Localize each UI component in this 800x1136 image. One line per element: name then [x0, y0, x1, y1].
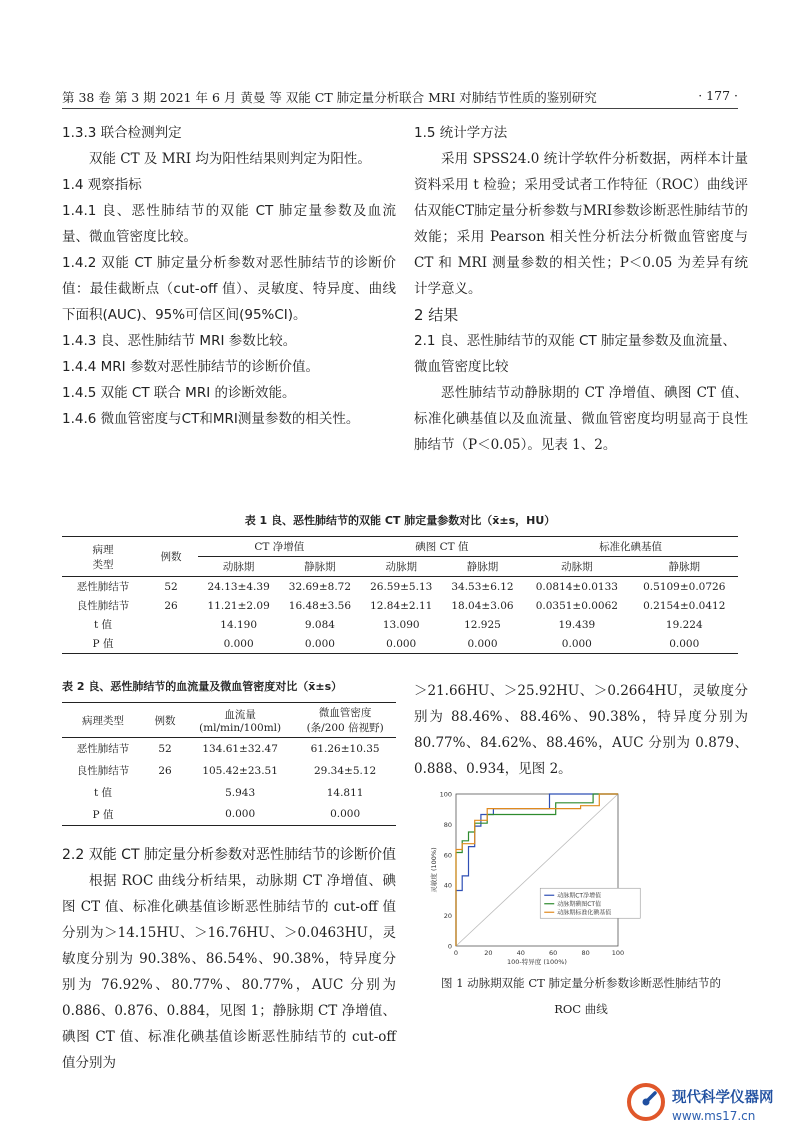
roc-chart — [414, 784, 748, 968]
table-cell: t 值 — [93, 787, 113, 799]
watermark-brand: 现代科学仪器网 — [672, 1090, 774, 1106]
table-cell: 良性肺结节 — [76, 765, 130, 777]
item-1-4-3: 1.4.3 良、恶性肺结节 MRI 参数比较。 — [62, 333, 297, 349]
figure-1-caption — [414, 970, 748, 1022]
table-2-title: 表 2 良、恶性肺结节的血流量及微血管密度对比（x̄±s） — [62, 680, 343, 693]
item-1-4-4: 1.4.4 MRI 参数对恶性肺结节的诊断价值。 — [62, 359, 319, 375]
x-tick-label: 60 — [549, 949, 558, 957]
figure-1 — [414, 784, 748, 1022]
y-tick-label: 40 — [443, 881, 452, 890]
item-1-4-1: 1.4.1 良、恶性肺结节的双能 CT 肺定量参数及血流量、微血管密度比较。 — [62, 203, 396, 245]
table-cell: 0.000 — [279, 634, 360, 654]
table-1-sub: 动脉期 — [198, 557, 279, 577]
watermark-url: www.ms17.cn — [672, 1109, 756, 1123]
right-column-bottom — [414, 678, 748, 782]
table-cell: 61.26±10.35 — [310, 742, 380, 755]
table-cell: t 值 — [93, 619, 113, 631]
reference-line — [456, 794, 618, 946]
table-1 — [62, 512, 738, 654]
table-1-sub: 静脉期 — [279, 557, 360, 577]
figure-1-caption-line-2: ROC 曲线 — [554, 1002, 608, 1016]
table-row — [62, 596, 738, 615]
legend-label: 动脉期CT净增值 — [557, 892, 602, 900]
y-tick-label: 100 — [439, 790, 452, 799]
table-cell: 0.000 — [198, 634, 279, 654]
table-cell: 14.190 — [220, 618, 258, 631]
table-1-sub: 静脉期 — [631, 557, 738, 577]
table-cell — [144, 634, 198, 654]
table-cell: 0.0814±0.0133 — [535, 580, 618, 593]
table-1-header-n: 例数 — [144, 537, 198, 577]
legend-label: 动脉期碘图CT值 — [557, 901, 602, 909]
table-row — [62, 634, 738, 654]
y-tick-label: 0 — [447, 942, 452, 951]
table-cell: 良性肺结节 — [76, 600, 130, 612]
table-cell: 0.2154±0.0412 — [643, 599, 726, 612]
legend-label: 动脉期标准化碘基值 — [557, 909, 612, 917]
x-tick-label: 0 — [453, 949, 459, 957]
page-number: · 177 · — [698, 88, 738, 103]
table-1-grid — [62, 536, 738, 654]
section-2-1-text: 恶性肺结节动静脉期的 CT 净增值、碘图 CT 值、标准化碘基值以及血流量、微血管密度均明显高于良性肺结节（P＜0.05）。见表 1、2。 — [414, 385, 748, 453]
figure-1-caption-line-1: 图 1 动脉期双能 CT 肺定量分析参数诊断恶性肺结节的 — [441, 976, 721, 990]
table-cell: 0.000 — [523, 634, 630, 654]
table-cell: 0.5109±0.0726 — [643, 580, 726, 593]
table-1-sub: 动脉期 — [361, 557, 442, 577]
section-2-2-text: 根据 ROC 曲线分析结果，动脉期 CT 净增值、碘图 CT 值、标准化碘基值诊断恶性肺结节的 cut-off 值分别为＞14.15HU、＞16.76HU、＞0.0463HU，灵敏度分别为 90.38%、86.54%、90.38%，特异度分别为 76.92%、80.77%、80.77%，AUC 分别为 0.886、0.876、0.884，见图 1；静脉期 CT 净增值、碘图 CT 值、标准化碘基值诊断恶性肺结节的 cut-off 值分别为 — [62, 873, 396, 1071]
table-cell: 105.42±23.51 — [202, 764, 278, 777]
table-cell: 0.0351±0.0062 — [535, 599, 618, 612]
table-cell: 0.000 — [186, 804, 294, 826]
section-2-1-heading: 2.1 良、恶性肺结节的双能 CT 肺定量参数及血流量、微血管密度比较 — [414, 333, 737, 375]
y-tick-label: 60 — [443, 851, 452, 860]
y-tick-label: 20 — [443, 912, 452, 921]
x-axis-label: 100-特异度 (100%) — [507, 958, 567, 966]
section-2-2-heading: 2.2 双能 CT 肺定量分析参数对恶性肺结节的诊断价值 — [62, 847, 396, 863]
y-tick-label: 80 — [443, 820, 452, 829]
table-cell: 5.943 — [225, 786, 256, 799]
table-cell — [144, 615, 198, 634]
table-cell: 0.000 — [294, 804, 396, 826]
table-cell: 14.811 — [326, 786, 364, 799]
table-cell: 0.000 — [361, 634, 442, 654]
table-row — [62, 804, 396, 826]
table-2-header: 微血管密度 (条/200 倍视野) — [294, 703, 396, 738]
left-column-bottom — [62, 842, 396, 1076]
table-1-sub: 动脉期 — [523, 557, 630, 577]
table-2-header: 例数 — [144, 703, 186, 738]
x-tick-label: 40 — [516, 949, 525, 957]
table-cell: 恶性肺结节 — [76, 581, 130, 593]
table-cell: 11.21±2.09 — [207, 599, 270, 612]
table-cell: 16.48±3.56 — [288, 599, 352, 612]
table-cell: 12.925 — [464, 618, 501, 631]
item-1-4-2: 1.4.2 双能 CT 肺定量分析参数对恶性肺结节的诊断价值：最佳截断点（cut-off 值）、灵敏度、特异度、曲线下面积(AUC)、95%可信区间(95%CI)。 — [62, 255, 396, 323]
table-cell: 52 — [158, 742, 172, 755]
table-cell: 恶性肺结节 — [76, 743, 130, 756]
table-2-header: 病理类型 — [62, 703, 144, 738]
table-cell: 0.000 — [631, 634, 738, 654]
table-cell: 26 — [158, 764, 172, 777]
table-row — [62, 615, 738, 634]
item-1-4-6: 1.4.6 微血管密度与CT和MRI测量参数的相关性。 — [62, 411, 360, 427]
table-cell — [144, 782, 186, 804]
table-1-group-iodine-ct: 碘图 CT 值 — [361, 537, 524, 557]
left-column-top — [62, 120, 396, 432]
table-cell: 32.69±8.72 — [288, 580, 352, 593]
right-column-top — [414, 120, 748, 458]
table-row — [62, 738, 396, 760]
table-1-group-nic: 标准化碘基值 — [523, 537, 738, 557]
y-axis-label: 灵敏度 (100%) — [430, 847, 438, 893]
table-cell: 0.000 — [442, 634, 523, 654]
table-cell — [144, 804, 186, 826]
table-cell: 29.34±5.12 — [313, 764, 377, 777]
table-cell: P 值 — [62, 634, 144, 654]
table-cell: 52 — [164, 580, 178, 593]
table-row — [62, 577, 738, 597]
site-watermark — [620, 1076, 790, 1136]
x-tick-label: 20 — [484, 949, 493, 957]
running-header — [62, 86, 738, 109]
table-1-title: 表 1 良、恶性肺结节的双能 CT 肺定量参数对比（x̄±s，HU） — [244, 514, 556, 527]
section-1-5-heading: 1.5 统计学方法 — [414, 125, 508, 141]
table-cell: 19.224 — [665, 618, 703, 631]
table-row — [62, 760, 396, 782]
table-1-sub: 静脉期 — [442, 557, 523, 577]
x-tick-label: 100 — [611, 949, 625, 957]
table-cell: P 值 — [62, 804, 144, 826]
header-left: 第 38 卷 第 3 期 2021 年 6 月 黄曼 等 双能 CT 肺定量分析联合 MRI 对肺结节性质的鉴别研究 — [62, 90, 597, 105]
table-cell: 24.13±4.39 — [207, 580, 270, 593]
section-2-heading: 2 结果 — [414, 306, 459, 324]
section-1-5-text: 采用 SPSS24.0 统计学软件分析数据，两样本计量资料采用 t 检验；采用受试者工作特征（ROC）曲线评估双能CT肺定量分析参数与MRI参数诊断恶性肺结节的效能；采用 Pearson 相关性分析法分析微血管密度与 CT 和 MRI 测量参数的相关性；P＜0.05 为差异有统计学意义。 — [414, 151, 748, 297]
table-1-header-type: 病理 类型 — [62, 537, 144, 577]
x-tick-label: 80 — [581, 949, 590, 957]
item-1-4-5: 1.4.5 双能 CT 联合 MRI 的诊断效能。 — [62, 385, 296, 401]
section-1-3-3-text: 双能 CT 及 MRI 均为阳性结果则判定为阳性。 — [89, 151, 371, 167]
gauge-logo-icon — [626, 1082, 666, 1122]
table-cell: 34.53±6.12 — [451, 580, 514, 593]
table-cell: 12.84±2.11 — [370, 599, 433, 612]
table-cell: 13.090 — [382, 618, 420, 631]
table-row — [62, 782, 396, 804]
table-cell: 26.59±5.13 — [370, 580, 433, 593]
table-1-group-ct-net: CT 净增值 — [198, 537, 361, 557]
table-cell: 134.61±32.47 — [202, 742, 278, 755]
section-1-4-heading: 1.4 观察指标 — [62, 177, 142, 193]
table-cell: 19.439 — [558, 618, 596, 631]
table-cell: 26 — [164, 599, 178, 612]
table-cell: 18.04±3.06 — [451, 599, 514, 612]
table-cell: 9.084 — [304, 618, 335, 631]
table-2 — [62, 678, 396, 826]
section-1-3-3-heading: 1.3.3 联合检测判定 — [62, 125, 182, 141]
table-2-grid — [62, 702, 396, 826]
section-2-2-continued: ＞21.66HU、＞25.92HU、＞0.2664HU，灵敏度分别为 88.46%、88.46%、90.38%，特异度分别为 80.77%、84.62%、88.46%，AUC 分别为 0.879、0.888、0.934，见图 2。 — [414, 683, 748, 777]
table-2-header: 血流量 (ml/min/100ml) — [186, 703, 294, 738]
